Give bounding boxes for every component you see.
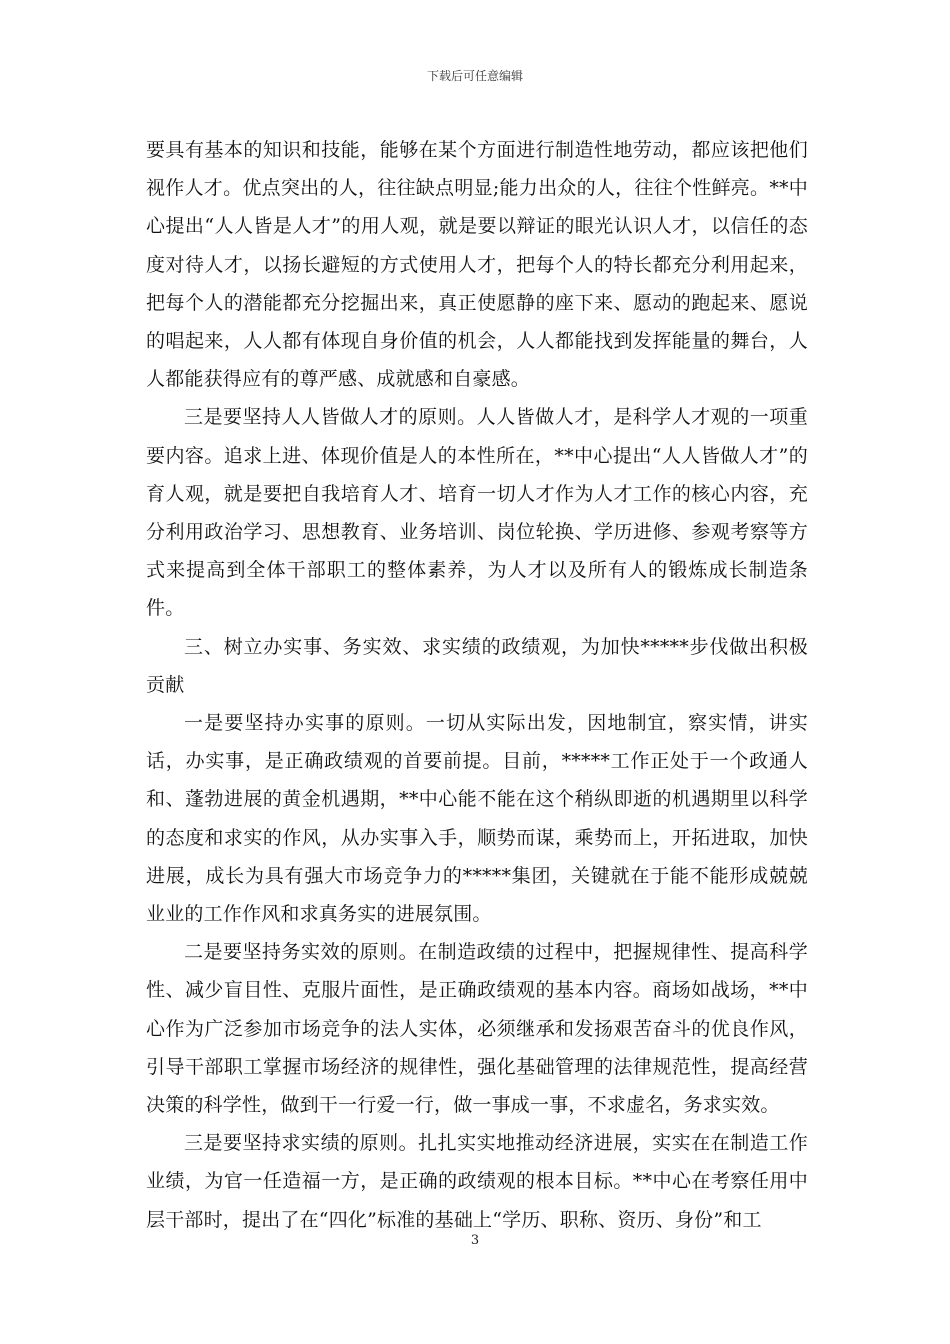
paragraph: 三是要坚持求实绩的原则。扎扎实实地推动经济进展，实实在在制造工作业绩，为官一任造福一方，是正确的政绩观的根本目标。**中心在考察任用中层干部时，提出了在“四化”标准的基础上“学历、职称、资历、身份”和工 <box>146 1132 808 1231</box>
paragraph: 三是要坚持人人皆做人才的原则。人人皆做人才，是科学人才观的一项重要内容。追求上进、体现价值是人的本性所在，**中心提出“人人皆做人才”的育人观，就是要把自我培育人才、培育一切人才作为人才工作的核心内容，充分利用政治学习、思想教育、业务培训、岗位轮换、学历进修、参观考察等方式来提高到全体干部职工的整体素养，为人才以及所有人的锻炼成长制造条件。 <box>146 406 808 620</box>
document-body <box>146 131 808 1239</box>
section-heading: 三、树立办实事、务实效、求实绩的政绩观，为加快*****步伐做出积极贡献 <box>146 635 808 696</box>
page-header: 下载后可任意编辑 <box>426 69 523 83</box>
paragraph: 二是要坚持务实效的原则。在制造政绩的过程中，把握规律性、提高科学性、减少盲目性、克服片面性，是正确政绩观的基本内容。商场如战场，**中心作为广泛参加市场竞争的法人实体，必须继承和发扬艰苦奋斗的优良作风，引导干部职工掌握市场经济的规律性，强化基础管理的法律规范性，提高经营决策的科学性，做到干一行爱一行，做一事成一事，不求虚名，务求实效。 <box>146 941 808 1117</box>
paragraph: 一是要坚持办实事的原则。一切从实际出发，因地制宜，察实情，讲实话，办实事，是正确政绩观的首要前提。目前，*****工作正处于一个政通人和、蓬勃进展的黄金机遇期，**中心能不能在这个稍纵即逝的机遇期里以科学的态度和求实的作风，从办实事入手，顺势而谋，乘势而上，开拓进取，加快进展，成长为具有强大市场竞争力的*****集团，关键就在于能不能形成兢兢业业的工作作风和求真务实的进展氛围。 <box>146 712 808 926</box>
page-number: 3 <box>470 1233 480 1248</box>
paragraph: 要具有基本的知识和技能，能够在某个方面进行制造性地劳动，都应该把他们视作人才。优点突出的人，往往缺点明显;能力出众的人，往往个性鲜亮。**中心提出“人人皆是人才”的用人观，就是要以辩证的眼光认识人才，以信任的态度对待人才，以扬长避短的方式使用人才，把每个人的特长都充分利用起来，把每个人的潜能都充分挖掘出来，真正使愿静的座下来、愿动的跑起来、愿说的唱起来，人人都有体现自身价值的机会，人人都能找到发挥能量的舞台，人人都能获得应有的尊严感、成就感和自豪感。 <box>146 139 808 391</box>
